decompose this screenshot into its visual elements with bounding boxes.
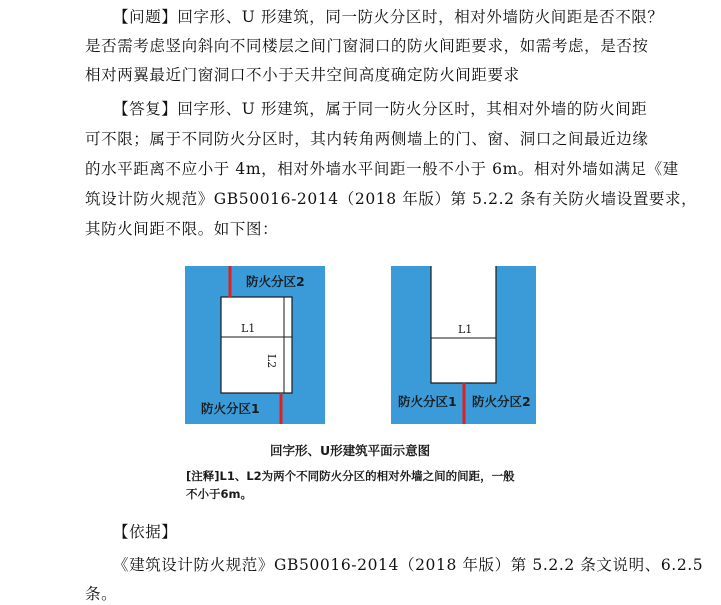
figure-caption: 回字形、U形建筑平面示意图 (270, 443, 431, 458)
left-dim-l1-label: L1 (241, 322, 256, 335)
courtyard-building-plan (185, 266, 325, 424)
answer-line-2: 可不限；属于不同防火分区时，其内转角两侧墙上的门、窗、洞口之间最近边缘 (85, 130, 649, 148)
figure-note-line-1: [注释]L1、L2为两个不同防火分区的相对外墙之间的间距，一般 (186, 469, 515, 483)
courtyard-opening (221, 297, 292, 393)
answer-line-4: 筑设计防火规范》GB50016-2014（2018 年版）第 5.2.2 条有关防火墙设置要求， (85, 190, 698, 208)
answer-line-5: 其防火间距不限。如下图： (85, 220, 279, 238)
right-zone-1-label: 防火分区1 (398, 394, 457, 409)
left-zone-2-label: 防火分区2 (246, 274, 305, 289)
basis-line-1: 《建筑设计防火规范》GB50016-2014（2018 年版）第 5.2.2 条文说明、6.2.5 (113, 556, 704, 574)
left-dim-l2-label: L2 (265, 354, 278, 369)
left-zone-1-label: 防火分区1 (201, 401, 260, 416)
answer-line-1: 【答复】回字形、U 形建筑，属于同一防火分区时，其相对外墙的防火间距 (113, 100, 648, 118)
right-zone-2-label: 防火分区2 (472, 394, 531, 409)
question-line-3: 相对两翼最近门窗洞口不小于天井空间高度确定防火间距要求 (85, 66, 520, 84)
question-line-2: 是否需考虑竖向斜向不同楼层之间门窗洞口的防火间距要求，如需考虑，是否按 (85, 37, 649, 55)
basis-heading: 【依据】 (113, 523, 178, 541)
question-line-1: 【问题】回字形、U 形建筑，同一防火分区时，相对外墙防火间距是否不限？ (113, 8, 664, 26)
basis-line-2: 条。 (85, 585, 118, 603)
right-dim-l1-label: L1 (458, 323, 473, 336)
figure-note-line-2: 不小于6m。 (186, 487, 252, 501)
u-shaped-building-plan (391, 266, 536, 424)
answer-line-3: 的水平距离不应小于 4m，相对外墙水平间距一般不小于 6m。相对外墙如满足《建 (85, 160, 679, 178)
